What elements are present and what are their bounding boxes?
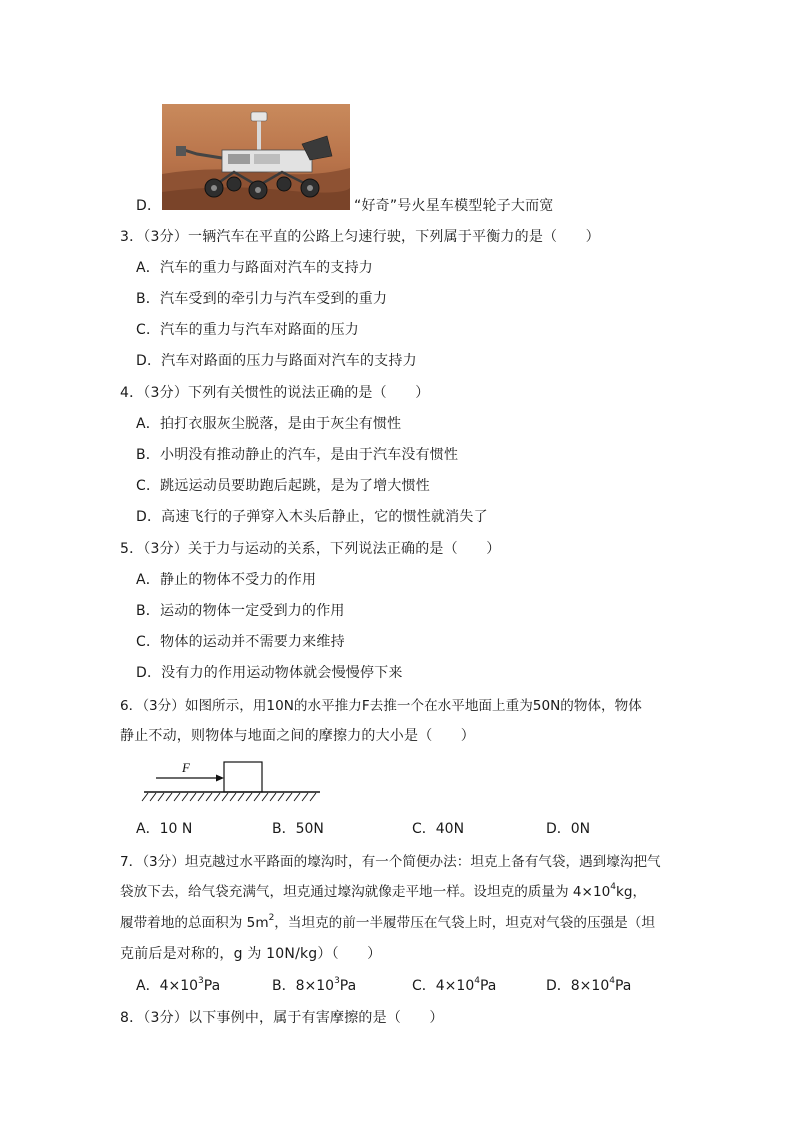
question-6-option-b: B．50N <box>272 821 324 837</box>
question-4-option-c: C．跳远运动员要助跑后起跳，是为了增大惯性 <box>136 478 430 494</box>
question-5-option-a: A．静止的物体不受力的作用 <box>136 572 317 588</box>
question-6-option-c: C．40N <box>412 821 465 837</box>
question-7-option-d: D．$8\times 10^4Pa$ <box>546 976 632 994</box>
block-shape <box>224 762 262 792</box>
question-4-option-d: D．高速飞行的子弹穿入木头后静止，它的惯性就消失了 <box>136 509 488 525</box>
question-4-option-a: A．拍打衣服灰尘脱落，是由于灰尘有惯性 <box>136 416 402 432</box>
question-3-stem: 3．（3分）一辆汽车在平直的公路上匀速行驶，下列属于平衡力的是（ ） <box>120 229 600 245</box>
question-7-line-1: 7．（3分）坦克越过水平路面的壕沟时，有一个简便办法：坦克上备有气袋，遇到壕沟把气 <box>120 854 661 870</box>
question-3-option-b: B．汽车受到的牵引力与汽车受到的重力 <box>136 291 388 307</box>
question-6-option-a: A．10 N <box>136 821 193 837</box>
question-3-option-c: C．汽车的重力与汽车对路面的压力 <box>136 322 359 338</box>
force-label: F <box>182 760 190 775</box>
force-arrowhead <box>216 775 224 782</box>
question-5-stem: 5．（3分）关于力与运动的关系，下列说法正确的是（ ） <box>120 541 501 557</box>
question-7-line-4: 克前后是对称的，g 为 10N/kg）（ ） <box>120 946 382 962</box>
question-7-line-3: 履带着地的总面积为 $5m^2$，当坦克的前一半履带压在气袋上时，坦克对气袋的压强是（坦 <box>120 913 655 931</box>
question-5-option-b: B．运动的物体一定受到力的作用 <box>136 603 345 619</box>
force-diagram <box>140 758 326 804</box>
question-3-option-a: A．汽车的重力与路面对汽车的支持力 <box>136 260 373 276</box>
question-4-stem: 4．（3分）下列有关惯性的说法正确的是（ ） <box>120 385 430 401</box>
question-6-option-d: D．0N <box>546 821 591 837</box>
question-7-option-c: C．$4\times 10^4Pa$ <box>412 976 497 994</box>
question-7-option-b: B．$8\times 10^3Pa$ <box>272 976 357 994</box>
question-8-stem: 8．（3分）以下事例中，属于有害摩擦的是（ ） <box>120 1010 444 1026</box>
question-5-option-c: C．物体的运动并不需要力来维持 <box>136 634 345 650</box>
question-3-option-d: D．汽车对路面的压力与路面对汽车的支持力 <box>136 353 417 369</box>
question-4-option-b: B．小明没有推动静止的汽车，是由于汽车没有惯性 <box>136 447 459 463</box>
option-d-caption: “好奇”号火星车模型轮子大而宽 <box>354 198 554 214</box>
option-d-label: D． <box>136 198 162 214</box>
question-6-stem-line-1: 6．（3分）如图所示，用10N的水平推力F去推一个在水平地面上重为50N的物体，物体 <box>120 698 642 714</box>
question-6-stem-line-2: 静止不动，则物体与地面之间的摩擦力的大小是（ ） <box>120 728 475 744</box>
question-5-option-d: D．没有力的作用运动物体就会慢慢停下来 <box>136 665 403 681</box>
question-7-line-2: 袋放下去，给气袋充满气，坦克通过壕沟就像走平地一样。设坦克的质量为 $4\times 10^4kg$， <box>120 882 647 900</box>
question-7-option-a: A．$4\times 10^3Pa$ <box>136 976 221 994</box>
ground-hatching <box>142 793 316 801</box>
mars-rover-image <box>162 104 350 210</box>
